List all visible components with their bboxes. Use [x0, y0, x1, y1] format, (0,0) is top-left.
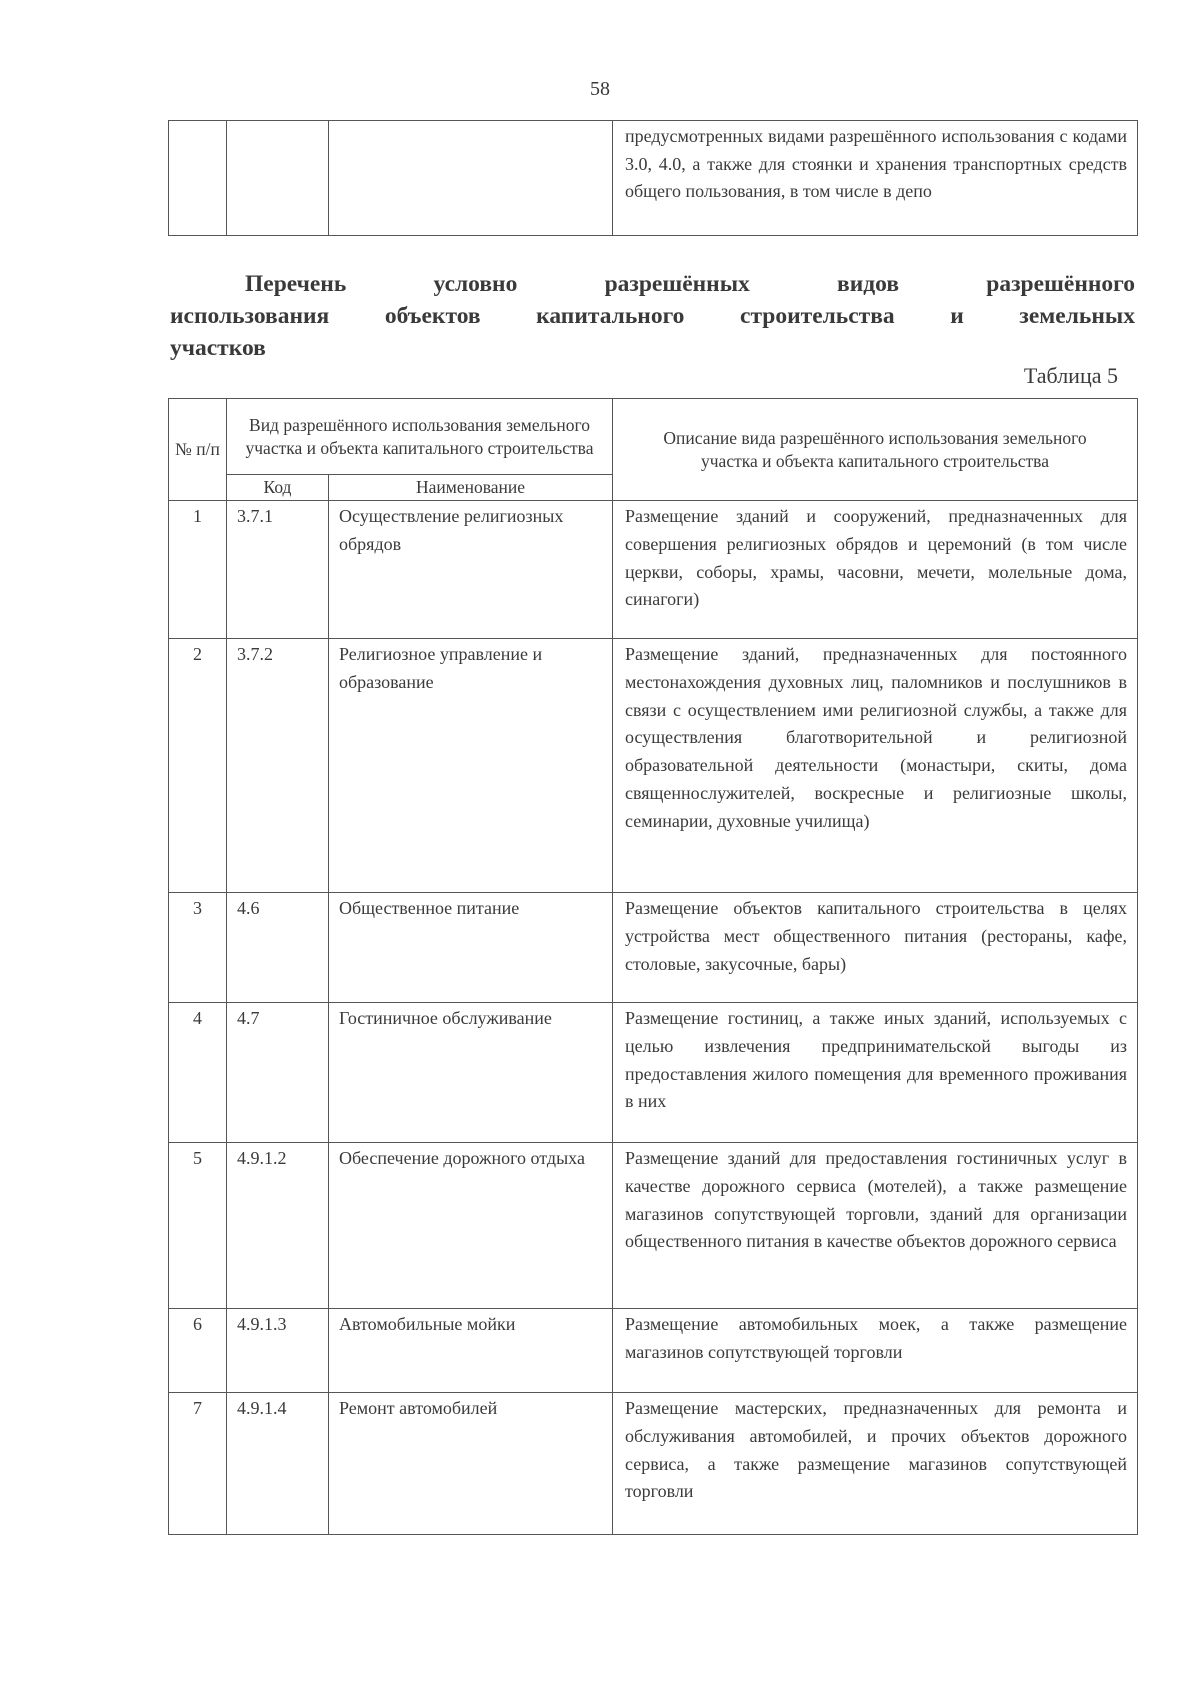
header-code: Код — [227, 475, 329, 501]
row-code: 4.6 — [227, 893, 329, 1003]
row-num: 3 — [169, 893, 227, 1003]
section-heading — [170, 268, 1135, 364]
header-description: Описание вида разрешённого использования земельного участка и объекта капитального строительства — [613, 399, 1138, 501]
row-name: Осуществление религиозных обрядов — [329, 501, 613, 639]
row-description: Размещение автомобильных моек, а также размещение магазинов сопутствующей торговли — [613, 1309, 1138, 1393]
header-num: № п/п — [169, 399, 227, 501]
row-code: 4.9.1.3 — [227, 1309, 329, 1393]
name-cell — [329, 121, 613, 236]
row-code: 4.9.1.4 — [227, 1393, 329, 1535]
header-group: Вид разрешённого использования земельного участка и объекта капитального строительства — [227, 399, 613, 475]
table-row — [169, 893, 1138, 1003]
row-name: Автомобильные мойки — [329, 1309, 613, 1393]
table-label: Таблица 5 — [1023, 363, 1118, 388]
page-number: 58 — [590, 78, 610, 100]
row-description: Размещение зданий для предоставления гостиничных услуг в качестве дорожного сервиса (мотелей), а также размещение магазинов сопутствующей торговли, зданий для организации общественного питания в качестве объектов дорожного сервиса — [613, 1143, 1138, 1309]
table-row — [169, 1309, 1138, 1393]
row-name: Обеспечение дорожного отдыха — [329, 1143, 613, 1309]
continuation-table — [168, 120, 1138, 236]
table-row — [169, 1143, 1138, 1309]
row-description: Размещение зданий, предназначенных для постоянного местонахождения духовных лиц, паломников и послушников в связи с осуществлением ими религиозной службы, а также для осуществления благотворительной и религиозной образовательной деятельности (монастыри, скиты, дома священнослужителей, воскресные и религиозные школы, семинарии, духовные училища) — [613, 639, 1138, 893]
heading-line: использования объектов капитального строительства и земельных — [170, 303, 1135, 329]
row-num: 4 — [169, 1003, 227, 1143]
code-cell — [227, 121, 329, 236]
row-name: Общественное питание — [329, 893, 613, 1003]
heading-line: участков — [170, 335, 266, 361]
row-num: 1 — [169, 501, 227, 639]
row-name: Гостиничное обслуживание — [329, 1003, 613, 1143]
table-row — [169, 121, 1138, 236]
row-name: Ремонт автомобилей — [329, 1393, 613, 1535]
row-num: 6 — [169, 1309, 227, 1393]
description-cell: предусмотренных видами разрешённого использования с кодами 3.0, 4.0, а также для стоянки и хранения транспортных средств общего пользования, в том числе в депо — [613, 121, 1138, 236]
row-num: 7 — [169, 1393, 227, 1535]
row-description: Размещение мастерских, предназначенных для ремонта и обслуживания автомобилей, и прочих объектов дорожного сервиса, а также размещение магазинов сопутствующей торговли — [613, 1393, 1138, 1535]
row-num: 5 — [169, 1143, 227, 1309]
row-code: 4.9.1.2 — [227, 1143, 329, 1309]
row-code: 3.7.2 — [227, 639, 329, 893]
table-row — [169, 1393, 1138, 1535]
header-name: Наименование — [329, 475, 613, 501]
row-name: Религиозное управление и образование — [329, 639, 613, 893]
heading-line: Перечень условно разрешённых видов разрешённого — [245, 271, 1135, 297]
row-num: 2 — [169, 639, 227, 893]
header-row — [169, 399, 1138, 475]
permitted-uses-table — [168, 398, 1138, 1535]
table-row — [169, 639, 1138, 893]
row-code: 4.7 — [227, 1003, 329, 1143]
num-cell — [169, 121, 227, 236]
table-row — [169, 1003, 1138, 1143]
row-description: Размещение объектов капитального строительства в целях устройства мест общественного питания (рестораны, кафе, столовые, закусочные, бары) — [613, 893, 1138, 1003]
row-description: Размещение гостиниц, а также иных зданий, используемых с целью извлечения предпринимательской выгоды из предоставления жилого помещения для временного проживания в них — [613, 1003, 1138, 1143]
row-description: Размещение зданий и сооружений, предназначенных для совершения религиозных обрядов и церемоний (в том числе церкви, соборы, храмы, часовни, мечети, молельные дома, синагоги) — [613, 501, 1138, 639]
row-code: 3.7.1 — [227, 501, 329, 639]
table-row — [169, 501, 1138, 639]
